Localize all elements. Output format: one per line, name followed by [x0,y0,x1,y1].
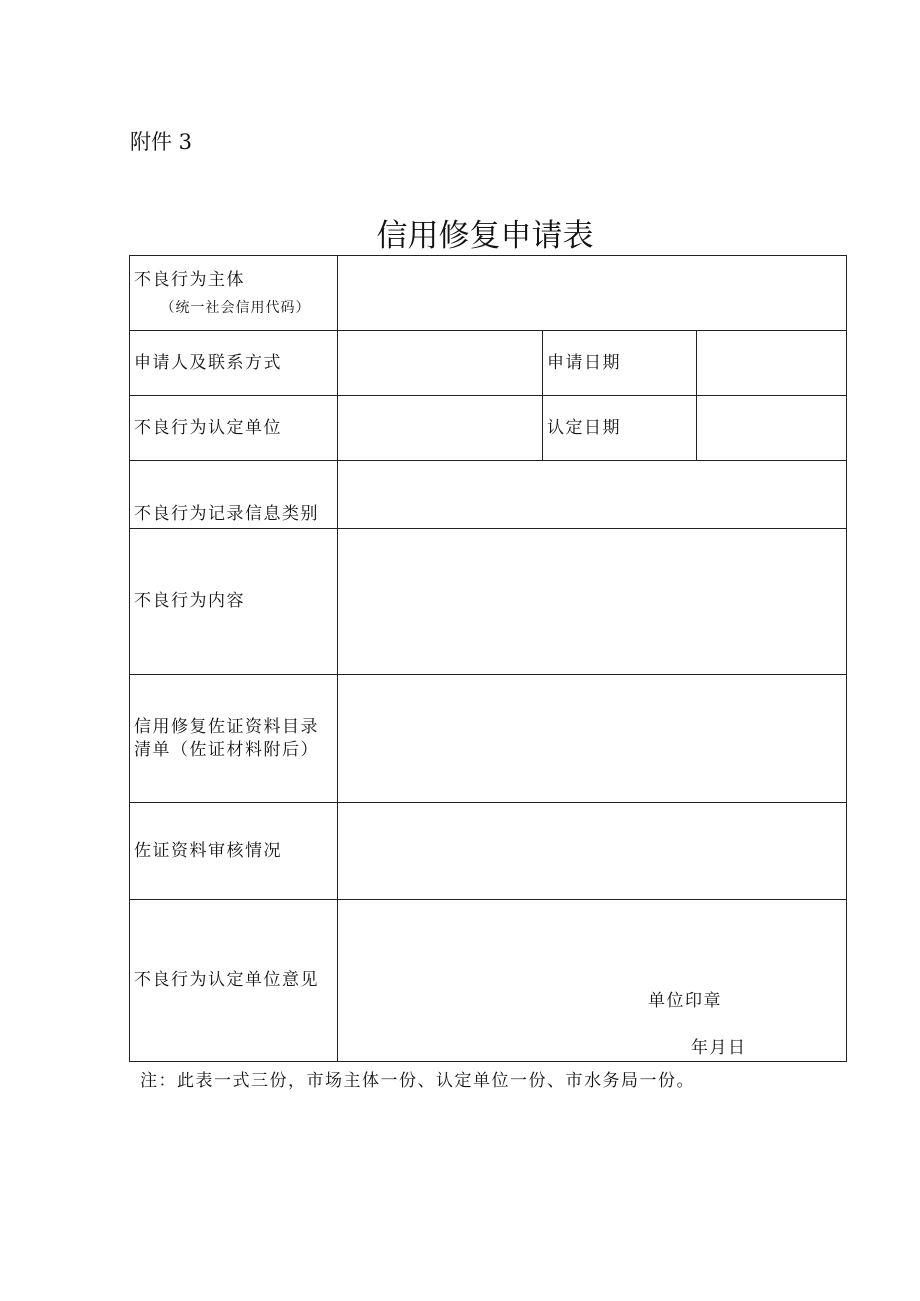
evidence-review-field[interactable] [338,803,847,900]
row-record-category [130,461,847,529]
record-category-label: 不良行为记录信息类别 [130,461,338,529]
determining-unit-label: 不良行为认定单位 [130,396,338,461]
footer-note: 注：此表一式三份，市场主体一份、认定单位一份、市水务局一份。 [140,1071,695,1091]
determination-date-label: 认定日期 [543,396,697,461]
applicant-value-field[interactable] [338,331,543,396]
evidence-list-field[interactable] [338,675,847,803]
evidence-review-label: 佐证资料审核情况 [130,803,338,900]
application-date-field[interactable] [697,331,847,396]
unit-seal-label: 单位印章 [648,991,722,1011]
opinion-date-text: 年月日 [691,1038,747,1058]
behavior-content-label: 不良行为内容 [130,529,338,675]
row-evidence-review [130,803,847,900]
credit-code-sublabel: （统一社会信用代码） [160,299,311,316]
unit-opinion-field[interactable] [338,900,847,1062]
row-evidence-list [130,675,847,803]
credit-repair-form [129,255,847,1062]
row-determining-unit [130,396,847,461]
determining-unit-field[interactable] [338,396,543,461]
application-date-label: 申请日期 [543,331,697,396]
applicant-label: 申请人及联系方式 [130,331,338,396]
form-title: 信用修复申请表 [376,218,594,254]
behavior-content-field[interactable] [338,529,847,675]
attachment-label: 附件 3 [130,130,193,154]
subject-label-cell [130,256,338,331]
row-unit-opinion [130,900,847,1062]
row-subject [130,256,847,331]
unit-opinion-label: 不良行为认定单位意见 [130,900,338,1062]
row-behavior-content [130,529,847,675]
row-applicant [130,331,847,396]
record-category-field[interactable] [338,461,847,529]
subject-value-field[interactable] [338,256,847,331]
determination-date-field[interactable] [697,396,847,461]
evidence-list-label: 信用修复佐证资料目录清单（佐证材料附后） [130,675,338,803]
subject-label: 不良行为主体 [134,269,245,290]
